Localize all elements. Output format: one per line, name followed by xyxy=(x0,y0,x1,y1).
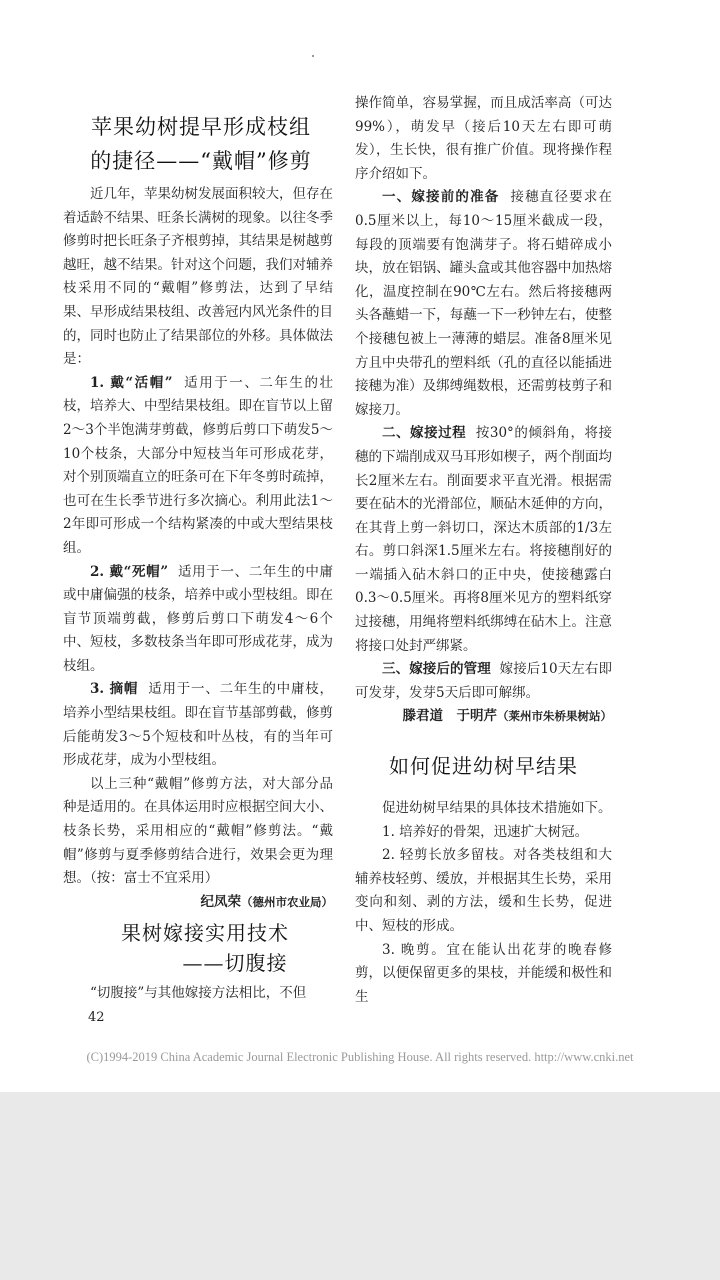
article3-item2-text: 对各类枝组和大辅养枝轻剪、缓放，并根据其生长势，采用变向和刻、剥的方法，缓和生长势，促进中、短枝的形成。 xyxy=(355,847,613,934)
copyright-footer: (C)1994-2019 China Academic Journal Electronic Publishing House. All rights reserved. http://www.cnki.net xyxy=(86,1050,634,1064)
article2-intro-left: “切腹接”与其他嫁接方法相比，不但 xyxy=(90,985,307,1001)
article2-title xyxy=(70,918,340,978)
left-column xyxy=(63,183,333,914)
article1-item3-label: 3. 摘帽 xyxy=(90,681,139,698)
article1-title-line2: 的捷径——“戴帽”修剪 xyxy=(90,149,312,173)
article2-title-line1: 果树嫁接实用技术 xyxy=(121,921,289,945)
article3-intro: 促进幼树早结果的具体技术措施如下。 xyxy=(382,800,612,817)
page-number: 42 xyxy=(88,1010,105,1025)
article2-section2-label: 二、嫁接过程 xyxy=(382,425,467,442)
article3-title: 如何促进幼树早结果 xyxy=(389,754,578,779)
article1-item1 xyxy=(63,372,333,561)
article1-item1-label: 1. 戴“活帽” xyxy=(90,374,173,391)
article2-section1 xyxy=(355,186,612,422)
article1-item2-label: 2. 戴“死帽” xyxy=(90,563,169,580)
article1-item1-text: 适用于一、二年生的壮枝，培养大、中型结果枝组。即在盲节以上留2～3个半饱满芽剪截，修剪后剪口下萌发5～10个枝条，大部分中短枝当年可形成花芽，对个别顶端直立的旺条可在下年冬剪时疏掉，也可在生长季节进行多次摘心。利用此法1～2年即可形成一个结构紧凑的中或大型结果枝组。 xyxy=(63,374,333,556)
article1-item2 xyxy=(63,561,333,679)
article2-section1-text: 接穗直径要求在0.5厘米以上，每10～15厘米截成一段，每段的顶端要有饱满芽子。将石蜡碎成小块，放在铝锅、罐头盒或其他容器中加热熔化，温度控制在90℃左右。然后将接穗两头各蘸蜡一下，每蘸一下一秒钟左右，使整个接穗包被上一薄薄的蜡层。准备8厘米见方且中央带孔的塑料纸（孔的直径以能插进接穗为准）及绑缚绳数根，还需剪枝剪子和嫁接刀。 xyxy=(355,189,612,418)
scan-speck xyxy=(312,55,314,57)
article2-title-line2: ——切腹接 xyxy=(182,951,288,975)
article1-title xyxy=(66,110,336,178)
article1-item3-text: 适用于一、二年生的中庸枝，培养小型结果枝组。即在盲节基部剪截，修剪后能萌发3～5个短枝和叶丛枝，有的当年可形成花芽，成为小型枝组。 xyxy=(63,681,333,769)
article3-item3-text: 宜在能认出花芽的晚春修剪，以便保留更多的果枝，并能缓和极性和生 xyxy=(355,941,613,1005)
article1-item3 xyxy=(63,678,333,772)
article1-title-line1: 苹果幼树提早形成枝组 xyxy=(91,115,311,139)
article2-section3-text: 嫁接后10天左右即可发芽，发芽5天后即可解绑。 xyxy=(355,661,612,701)
right-column xyxy=(355,92,612,1009)
article2-section2 xyxy=(355,422,612,658)
article2-intro-continued: 操作简单，容易掌握，而且成活率高（可达99%），萌发早（接后10天左右即可萌发），生长快，很有推广价值。现将操作程序介绍如下。 xyxy=(355,95,612,182)
article2-byline xyxy=(355,705,612,729)
article2-section3-label: 三、嫁接后的管理 xyxy=(382,661,491,678)
article3-item2 xyxy=(355,844,612,938)
article2-section2-text: 按30°的倾斜角，将接穗的下端削成双马耳形如楔子，两个削面均长2厘米左右。削面要求平直光滑。根据需要在砧木的光滑部位，顺砧木延伸的方向，在其背上剪一斜切口，深达木质部的1/3左右。剪口斜深1.5厘米左右。将接穗削好的一端插入砧木斜口的正中央，使接穗露白0.3～0.5厘米。再将8厘米见方的塑料纸穿过接穗，用绳将塑料纸绑缚在砧木上。注意将接口处封严绑紧。 xyxy=(355,425,613,654)
article1-intro: 近几年，苹果幼树发展面积较大，但存在着适龄不结果、旺条长满树的现象。以往冬季修剪时把长旺条子齐根剪掉，其结果是树越剪越旺，越不结果。针对这个问题，我们对辅养枝采用不同的“戴帽”修剪法，达到了早结果、早形成结果枝组、改善冠内风光条件的目的，同时也防止了结果部位的外移。具体做法是： xyxy=(63,186,333,368)
article2-section1-label: 一、嫁接前的准备 xyxy=(382,189,500,206)
article2-section3 xyxy=(355,658,612,705)
article1-affiliation: （德州市农业局） xyxy=(241,894,333,909)
article1-author: 纪凤荣 xyxy=(200,893,241,910)
article2-intro-start xyxy=(63,982,333,1006)
article3-item2-label: 2. 轻剪长放多留枝。 xyxy=(382,847,514,864)
article2-authors: 滕君道 于明芹 xyxy=(402,708,497,725)
article3-item3 xyxy=(355,939,612,1010)
article1-conclusion: 以上三种“戴帽”修剪方法，对大部分品种是适用的。在具体运用时应根据空间大小、枝条长势，采用相应的“戴帽”修剪法。“戴帽”修剪与夏季修剪结合进行，效果会更为理想。（按：富士不宜采用） xyxy=(63,775,333,887)
article2-affiliation: （莱州市朱桥果树站） xyxy=(497,709,612,724)
article1-byline xyxy=(63,891,333,915)
article1-item2-text: 适用于一、二年生的中庸或中庸偏强的枝条，培养中或小型枝组。即在盲节顶端剪截，修剪后剪口下萌发4～6个中、短枝，多数枝条当年即可形成花芽，成为枝组。 xyxy=(63,563,334,674)
article3-item1: 1. 培养好的骨架，迅速扩大树冠。 xyxy=(382,823,589,840)
article3-item3-label: 3. 晚剪。 xyxy=(382,941,447,958)
